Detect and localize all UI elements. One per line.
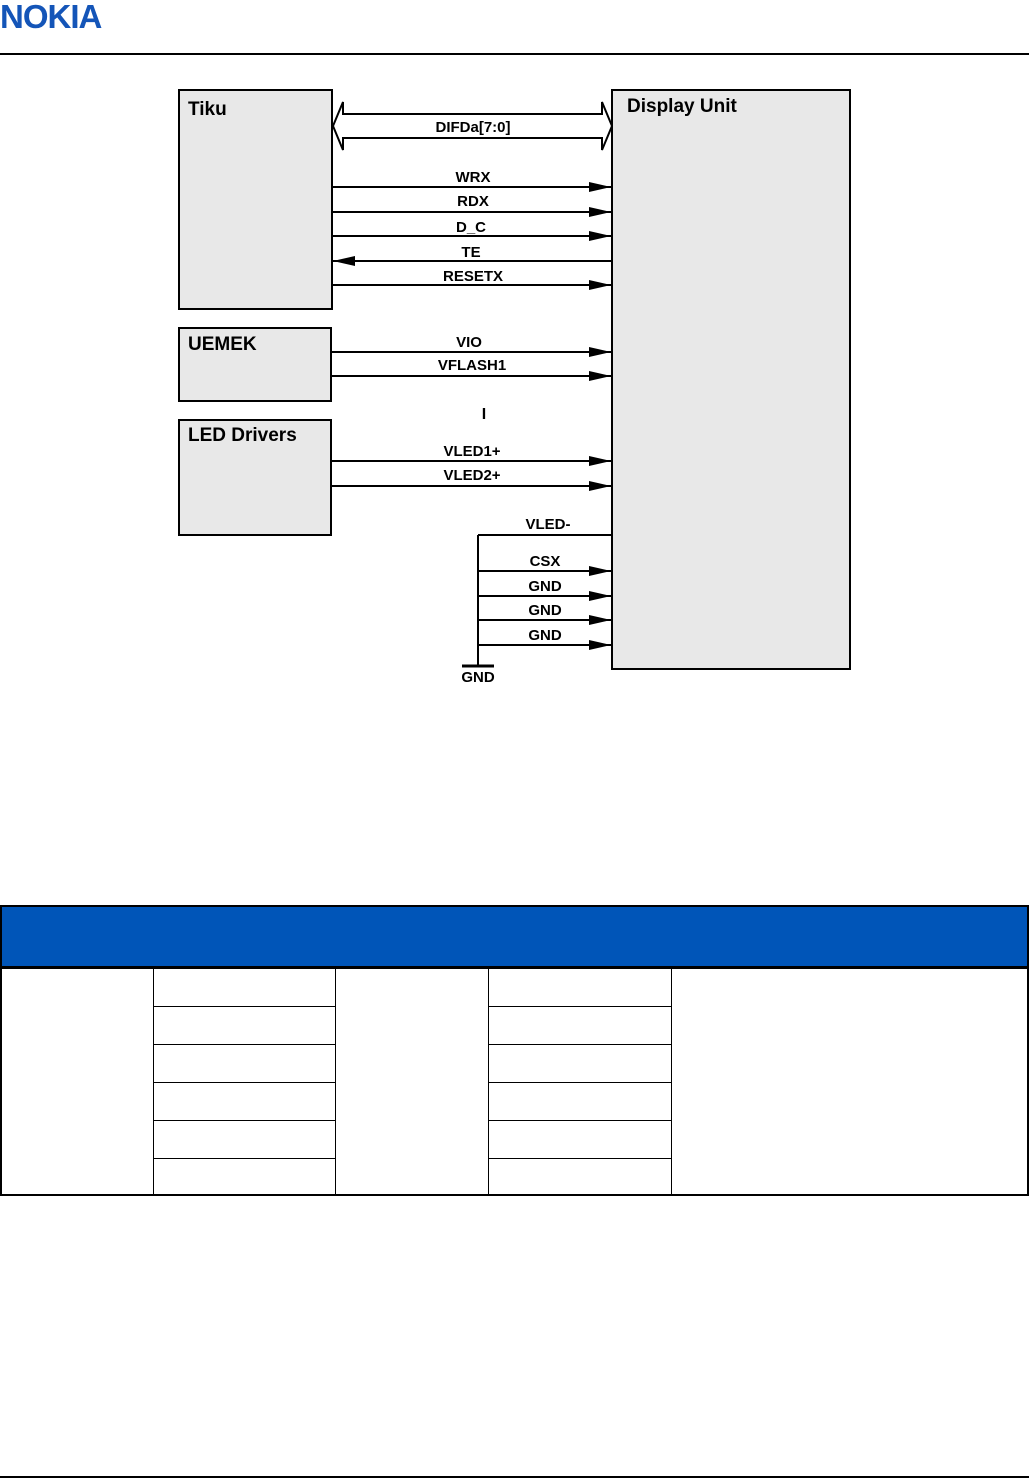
table-row xyxy=(153,968,336,1007)
table-row xyxy=(153,1082,336,1121)
vio-label: VIO xyxy=(456,334,482,351)
vled2-label: VLED2+ xyxy=(443,467,501,484)
resetx-label: RESETX xyxy=(442,268,504,285)
table-row xyxy=(153,1006,336,1045)
marker-label: I xyxy=(481,406,487,423)
vled-minus-label: VLED- xyxy=(525,516,571,533)
te-label: TE xyxy=(461,244,481,261)
difda-label: DIFDa[7:0] xyxy=(435,119,511,136)
gnd-label-2: GND xyxy=(528,602,562,619)
footer-divider xyxy=(0,1476,1029,1478)
nokia-logo: NOKIA xyxy=(0,0,102,35)
table-col1-cell xyxy=(0,968,154,1196)
d-c-label: D_C xyxy=(455,219,487,236)
table-row xyxy=(153,1120,336,1159)
rdx-label: RDX xyxy=(457,193,489,210)
table-row xyxy=(488,1158,672,1196)
ground-symbol-label: GND xyxy=(461,669,495,686)
table-row xyxy=(488,1006,672,1045)
table-row xyxy=(488,1120,672,1159)
gnd-label-3: GND xyxy=(528,627,562,644)
display-interface-diagram xyxy=(0,0,1029,700)
tiku-label: Tiku xyxy=(188,99,227,120)
table-row xyxy=(153,1044,336,1083)
gnd-label-1: GND xyxy=(528,578,562,595)
tiku-block xyxy=(179,90,332,309)
table-header xyxy=(0,905,1029,968)
vled1-label: VLED1+ xyxy=(443,443,501,460)
wrx-label: WRX xyxy=(455,169,491,186)
led-drivers-label: LED Drivers xyxy=(188,425,297,446)
vflash1-label: VFLASH1 xyxy=(437,357,507,374)
table-row xyxy=(153,1158,336,1196)
csx-label: CSX xyxy=(529,553,561,570)
display-unit-block xyxy=(612,90,850,669)
uemek-label: UEMEK xyxy=(188,334,257,355)
table-col5-cell xyxy=(671,968,1029,1196)
table-row xyxy=(488,1044,672,1083)
display-unit-label: Display Unit xyxy=(627,96,737,117)
table-row xyxy=(488,968,672,1007)
table-row xyxy=(488,1082,672,1121)
table-col3-cell xyxy=(335,968,489,1196)
